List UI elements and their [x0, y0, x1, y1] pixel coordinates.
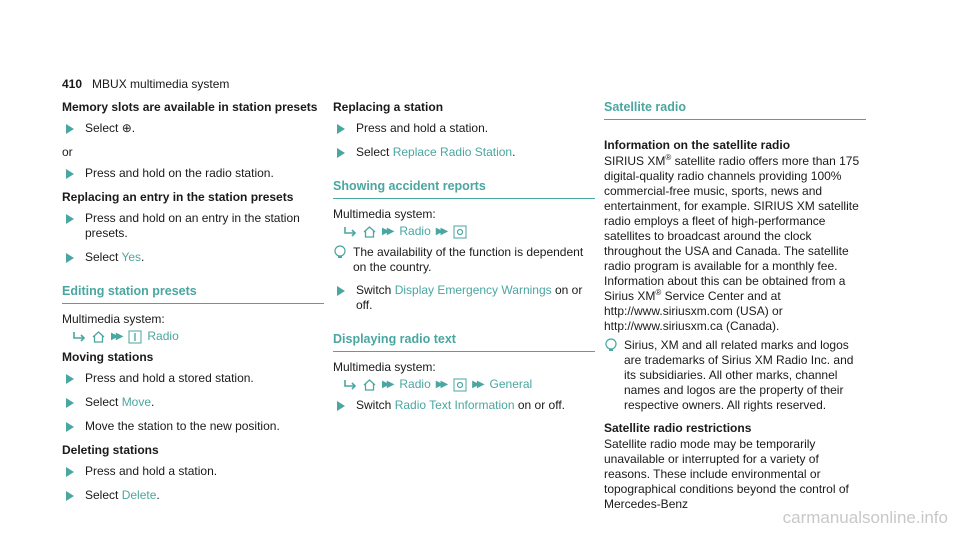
- satellite-radio-heading: Satellite radio: [604, 100, 866, 120]
- step-press-hold-station: Press and hold a station.: [62, 464, 324, 479]
- path-radio[interactable]: Radio: [399, 377, 431, 391]
- display-emergency-warnings-option[interactable]: Display Emergency Warnings: [394, 283, 552, 297]
- step-switch-emergency: Switch Display Emergency Warnings on or off.: [333, 283, 595, 313]
- step-press-hold-station-2: Press and hold a station.: [333, 121, 595, 136]
- step-press-hold-radio: Press and hold on the radio station.: [62, 166, 324, 181]
- column-2: [333, 100, 595, 422]
- memory-heading: Memory slots are available in station presets: [62, 100, 318, 114]
- trademark-note: Sirius, XM and all related marks and logos are trademarks of Sirius XM Radio Inc. and its subsidiaries. All other marks, channel names and logos are the property of their respective owners. All rights reserved.: [604, 338, 866, 413]
- plus-icon[interactable]: ⊕: [121, 121, 132, 135]
- accident-heading: Showing accident reports: [333, 179, 595, 199]
- column-1: [62, 100, 324, 512]
- step-arrow-icon: [66, 214, 74, 224]
- settings-gear-icon[interactable]: [453, 225, 467, 239]
- step-move-station: Move the station to the new position.: [62, 419, 324, 434]
- or-text: or: [62, 145, 73, 159]
- path-general[interactable]: General: [489, 377, 533, 391]
- multimedia-system-label: Multimedia system:: [333, 207, 436, 221]
- step-press-hold-entry: Press and hold on an entry in the station presets.: [62, 211, 324, 241]
- step-arrow-icon: [66, 422, 74, 432]
- step-select-plus: Select ⊕.: [62, 121, 324, 136]
- step-select-delete: Select Delete.: [62, 488, 324, 503]
- nav-path: [62, 329, 324, 344]
- availability-note: The availability of the function is dependent on the country.: [333, 245, 595, 275]
- chevron-right-icon: ▶▶: [435, 226, 446, 237]
- home-icon[interactable]: [362, 225, 377, 239]
- restrictions-heading: Satellite radio restrictions: [604, 421, 752, 435]
- return-arrow-icon: [72, 331, 86, 343]
- step-arrow-icon: [337, 286, 345, 296]
- return-arrow-icon: [343, 226, 357, 238]
- moving-heading: Moving stations: [62, 350, 154, 364]
- move-option[interactable]: Move: [121, 395, 152, 409]
- watermark: carmanualsonline.info: [782, 508, 948, 527]
- step-arrow-icon: [337, 401, 345, 411]
- editing-heading: Editing station presets: [62, 284, 324, 304]
- path-radio[interactable]: Radio: [399, 224, 431, 238]
- info-bulb-icon: [333, 245, 347, 259]
- step-arrow-icon: [66, 467, 74, 477]
- step-select-move: Select Move.: [62, 395, 324, 410]
- home-icon[interactable]: [91, 330, 106, 344]
- page-title: MBUX multimedia system: [92, 77, 230, 91]
- multimedia-system-label: Multimedia system:: [62, 312, 165, 326]
- step-switch-radio-text: Switch Radio Text Information on or off.: [333, 398, 595, 413]
- step-arrow-icon: [66, 491, 74, 501]
- home-icon[interactable]: [362, 378, 377, 392]
- nav-path: [333, 377, 595, 392]
- replacing-entry-heading: Replacing an entry in the station presets: [62, 190, 294, 204]
- deleting-heading: Deleting stations: [62, 443, 159, 457]
- page-header: [62, 77, 229, 92]
- chevron-right-icon: ▶▶: [435, 379, 446, 390]
- info-bulb-icon: [604, 338, 618, 352]
- info-paragraph: SIRIUS XM® satellite radio offers more than 175 digital-quality radio channels providing 100% commercial-free music, sports, news and entertainment, for example. SIRIUS XM satellite radio employs a fleet of high-performance satellites to broadcast around the clock throughout the USA and Canada. The satellite radio program is available for a monthly fee. Information about this can be obtained from a Sirius XM® Service Center and at http://www.siriusxm.com (USA) or http://www.siriusxm.ca (Canada).: [604, 153, 860, 333]
- step-press-hold-stored: Press and hold a stored station.: [62, 371, 324, 386]
- radio-text-heading: Displaying radio text: [333, 332, 595, 352]
- chevron-right-icon: ▶▶: [472, 379, 482, 390]
- step-arrow-icon: [66, 124, 74, 134]
- chevron-right-icon: ▶▶: [111, 331, 121, 342]
- step-arrow-icon: [66, 169, 74, 179]
- info-heading: Information on the satellite radio: [604, 138, 791, 152]
- yes-option[interactable]: Yes: [121, 250, 142, 264]
- step-select-replace: Select Replace Radio Station.: [333, 145, 595, 160]
- radio-text-information-option[interactable]: Radio Text Information: [394, 398, 515, 412]
- step-arrow-icon: [337, 124, 345, 134]
- restrictions-paragraph: Satellite radio mode may be temporarily unavailable or interrupted for a variety of reasons. These include environmental or topographical conditions beyond the control of Mercedes-Benz: [604, 437, 849, 511]
- chevron-right-icon: ▶▶: [382, 226, 392, 237]
- page-number: 410: [62, 77, 83, 91]
- delete-option[interactable]: Delete: [121, 488, 157, 502]
- path-radio[interactable]: Radio: [147, 329, 179, 343]
- nav-path: [333, 224, 595, 239]
- step-arrow-icon: [66, 398, 74, 408]
- step-arrow-icon: [337, 148, 345, 158]
- chevron-right-icon: ▶▶: [382, 379, 392, 390]
- replace-radio-station-option[interactable]: Replace Radio Station: [392, 145, 513, 159]
- column-3: [604, 100, 866, 513]
- radio-antenna-icon: [128, 330, 142, 344]
- settings-gear-icon[interactable]: [453, 378, 467, 392]
- replacing-heading: Replacing a station: [333, 100, 444, 114]
- multimedia-system-label: Multimedia system:: [333, 360, 436, 374]
- step-select-yes: Select Yes.: [62, 250, 324, 265]
- return-arrow-icon: [343, 379, 357, 391]
- step-arrow-icon: [66, 253, 74, 263]
- step-arrow-icon: [66, 374, 74, 384]
